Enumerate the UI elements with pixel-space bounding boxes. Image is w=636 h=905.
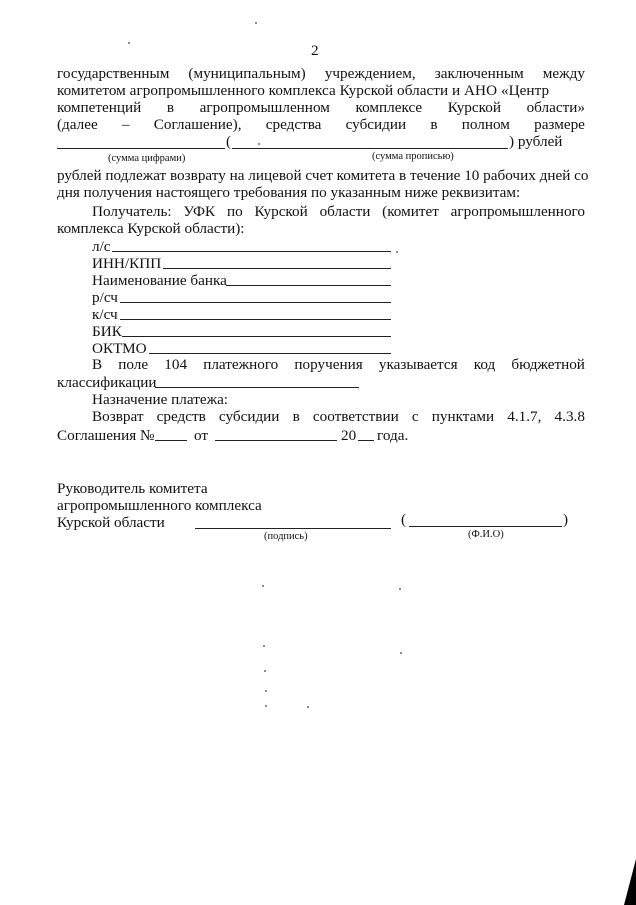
amount-close-paren: ) рублей [509,133,563,150]
scan-speck [307,706,309,708]
agreement-number-field[interactable] [155,440,187,441]
body-line-1 [57,65,585,83]
word: заключенным [434,65,524,82]
agreement-from: от [194,427,209,444]
signer-role-line-1: Руководитель комитета [57,480,208,497]
agreement-year-prefix: 20 [341,427,357,444]
scan-speck [255,22,257,24]
oktmo-field[interactable] [149,353,391,354]
amount-words-blank[interactable] [232,148,508,149]
word: УФК [183,203,216,220]
body-line-4 [57,116,585,134]
purpose-line-1 [92,408,585,426]
caption-full-name: (Ф.И.О) [468,529,504,540]
bank-name-field[interactable] [226,285,391,286]
inn-kpp-field[interactable] [163,268,391,269]
label-bik: БИК [92,323,122,340]
word: области» [526,99,585,116]
body-line-6: рублей подлежат возврату на лицевой счет комитета в течение 10 рабочих дней со [57,167,589,184]
word: размере [534,116,585,133]
scan-speck [128,42,130,44]
label-rs: р/сч [92,289,118,306]
scan-speck [396,251,398,253]
word: области [319,203,371,220]
label-bank-name: Наименование банка [92,272,227,289]
name-close-paren: ) [563,511,569,528]
word: указывается [378,356,458,373]
word: платежного [203,356,279,373]
word: субсидии [218,408,280,425]
word: полном [461,116,510,133]
word: 104 [164,356,188,373]
field104-line-1 [92,356,585,374]
purpose-label: Назначение платежа: [92,391,229,408]
word: поручения [294,356,363,373]
word: учреждением, [324,65,416,82]
word: Соглашение), [153,116,242,133]
word: Курской [447,99,501,116]
word: между [542,65,585,82]
ks-field[interactable] [120,319,391,320]
word: 4.3.8 [554,408,585,425]
caption-amount-digits: (сумма цифрами) [108,153,186,164]
word: комплексе [355,99,423,116]
ls-field[interactable] [112,251,391,252]
agreement-year-field[interactable] [358,440,374,441]
label-ls: л/с [92,238,111,255]
amount-digits-blank[interactable] [57,148,225,149]
word: компетенций [57,99,142,116]
word: Получатель: [92,203,172,220]
scan-speck [258,143,260,145]
word: в [292,408,300,425]
word: средства [265,116,322,133]
signature-field[interactable] [195,528,391,529]
full-name-field[interactable] [409,526,562,527]
signer-role-line-3: Курской области [57,514,165,531]
bik-field[interactable] [122,336,391,337]
scan-speck [400,652,402,654]
kbk-field[interactable] [155,387,359,388]
word: Возврат [92,408,144,425]
body-line-2: комитетом агропромышленного комплекса Курской области и АНО «Центр [57,82,550,99]
scan-speck [264,670,266,672]
word: В [92,356,103,373]
agreement-prefix: Соглашения № [57,427,155,444]
word: 4.1.7, [507,408,542,425]
body-line-7: дня получения настоящего требования по указанным ниже реквизитам: [57,184,521,201]
caption-signature: (подпись) [264,531,308,542]
word: (комитет [382,203,439,220]
amount-open-paren: ( [226,133,232,150]
word: соответствии [312,408,399,425]
word: (муниципальным) [188,65,306,82]
scan-speck [262,585,264,587]
signer-role-line-2: агропромышленного комплекса [57,497,262,514]
label-oktmo: ОКТМО [92,340,147,357]
recipient-line-2: комплекса Курской области): [57,220,245,237]
word: поле [118,356,149,373]
word: государственным [57,65,170,82]
scan-corner-shadow [624,859,636,905]
word: средств [156,408,206,425]
word: по [226,203,243,220]
label-inn-kpp: ИНН/КПП [92,255,162,272]
agreement-date-field[interactable] [215,440,337,441]
scan-speck [265,705,267,707]
word: агропромышленного [450,203,585,220]
word: Курской [254,203,308,220]
scan-speck [265,690,267,692]
field104-line-2: классификации [57,374,157,391]
label-ks: к/сч [92,306,118,323]
scan-speck [263,645,265,647]
body-line-3 [57,99,585,117]
scan-speck [399,588,401,590]
word: субсидии [345,116,407,133]
word: (далее [57,116,98,133]
word: в [166,99,175,116]
word: в [430,116,438,133]
page-number: 2 [311,42,319,59]
name-open-paren: ( [401,511,407,528]
caption-amount-words: (сумма прописью) [372,151,454,162]
recipient-line-1 [92,203,585,221]
agreement-year-suffix: года. [377,427,409,444]
rs-field[interactable] [120,302,391,303]
word: пунктами [431,408,495,425]
word: код [473,356,496,373]
word: бюджетной [511,356,585,373]
word: – [121,116,130,133]
word: с [411,408,419,425]
word: агропромышленном [199,99,330,116]
